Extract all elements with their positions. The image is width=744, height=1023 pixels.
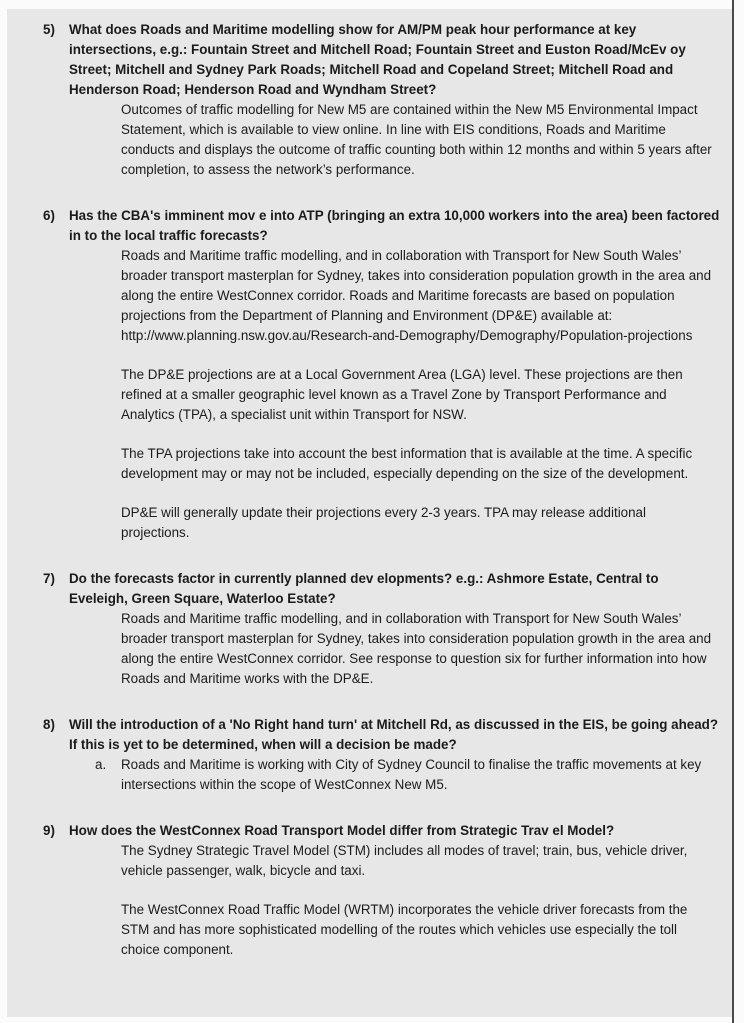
answer-paragraph: The WestConnex Road Traffic Model (WRTM) incorporates the vehicle driver forecasts from the STM and has more sophisticated modelling of the routes which vehicles use especially the toll choice component. — [121, 902, 688, 957]
question-heading — [43, 569, 721, 609]
question-text: How does the WestConnex Road Transport Model differ from Strategic Trav el Model? — [69, 823, 615, 838]
question-text: Do the forecasts factor in currently planned dev elopments? e.g.: Ashmore Estate, Central to Eveleigh, Green Square, Waterloo Estate? — [69, 571, 659, 606]
question-block-6 — [7, 206, 733, 543]
answer-paragraph: Outcomes of traffic modelling for New M5 are contained within the New M5 Environmental Impact Statement, which is available to view online. In line with EIS conditions, Roads and Maritime conducts and displays the outcome of traffic counting both within 12 months and within 5 years after completion, to assess the network’s performance. — [121, 102, 712, 177]
list-item-text: Roads and Maritime is working with City of Sydney Council to finalise the traffic movements at key intersections within the scope of WestConnex New M5. — [121, 757, 702, 792]
question-heading — [43, 20, 721, 100]
question-number: 9) — [43, 823, 55, 838]
question-number: 7) — [43, 571, 55, 586]
question-block-5 — [7, 20, 733, 180]
question-block-8 — [7, 715, 733, 795]
answer-paragraph: The TPA projections take into account the best information that is available at the time. A specific development may or may not be included, especially depending on the size of the development. — [121, 446, 693, 481]
question-text: What does Roads and Maritime modelling show for AM/PM peak hour performance at key intersections, e.g.: Fountain Street and Mitchell Road; Fountain Street and Euston Road/McEv oy Street; Mitchell and Sydney Park Roads; Mitchell Road and Copeland Street; Mitchell Road and Henderson Road; Henderson Road and Wyndham Street? — [69, 22, 686, 97]
answer-section — [121, 841, 717, 960]
question-heading — [43, 821, 721, 841]
question-heading — [43, 206, 721, 246]
question-number: 5) — [43, 22, 55, 37]
answer-list — [95, 755, 717, 795]
question-heading — [43, 715, 721, 755]
answer-section — [121, 246, 717, 543]
list-marker: a. — [95, 757, 107, 772]
answer-list-item — [95, 755, 717, 795]
question-block-7 — [7, 569, 733, 689]
faq-content — [7, 9, 733, 960]
document-page — [7, 9, 733, 1017]
answer-paragraph: DP&E will generally update their projections every 2-3 years. TPA may release additional projections. — [121, 505, 646, 540]
answer-section — [121, 100, 717, 180]
answer-section — [121, 609, 717, 689]
question-number: 8) — [43, 717, 55, 732]
question-text: Has the CBA's imminent mov e into ATP (bringing an extra 10,000 workers into the area) been factored in to the local traffic forecasts? — [69, 208, 720, 243]
question-text: Will the introduction of a 'No Right hand turn' at Mitchell Rd, as discussed in the EIS, be going ahead? If this is yet to be determined, when will a decision be made? — [69, 717, 719, 752]
answer-paragraph: Roads and Maritime traffic modelling, and in collaboration with Transport for New South Wales’ broader transport masterplan for Sydney, takes into consideration population growth in the area and along the entire WestConnex corridor. Roads and Maritime forecasts are based on population projections from the Department of Planning and Environment (DP&E) available at: http://www.planning.nsw.gov.au/Research-and-Demography/Demography/Population-projections — [121, 248, 712, 343]
answer-paragraph: The DP&E projections are at a Local Government Area (LGA) level. These projections are then refined at a smaller geographic level known as a Travel Zone by Transport Performance and Analytics (TPA), a specialist unit within Transport for NSW. — [121, 367, 683, 422]
question-number: 6) — [43, 208, 55, 223]
question-block-9 — [7, 821, 733, 960]
scan-edge-line — [732, 0, 734, 1023]
answer-paragraph: The Sydney Strategic Travel Model (STM) includes all modes of travel; train, bus, vehicle driver, vehicle passenger, walk, bicycle and taxi. — [121, 843, 688, 878]
answer-paragraph: Roads and Maritime traffic modelling, and in collaboration with Transport for New South Wales’ broader transport masterplan for Sydney, takes into consideration population growth in the area and along the entire WestConnex corridor. See response to question six for further information into how Roads and Maritime works with the DP&E. — [121, 611, 712, 686]
